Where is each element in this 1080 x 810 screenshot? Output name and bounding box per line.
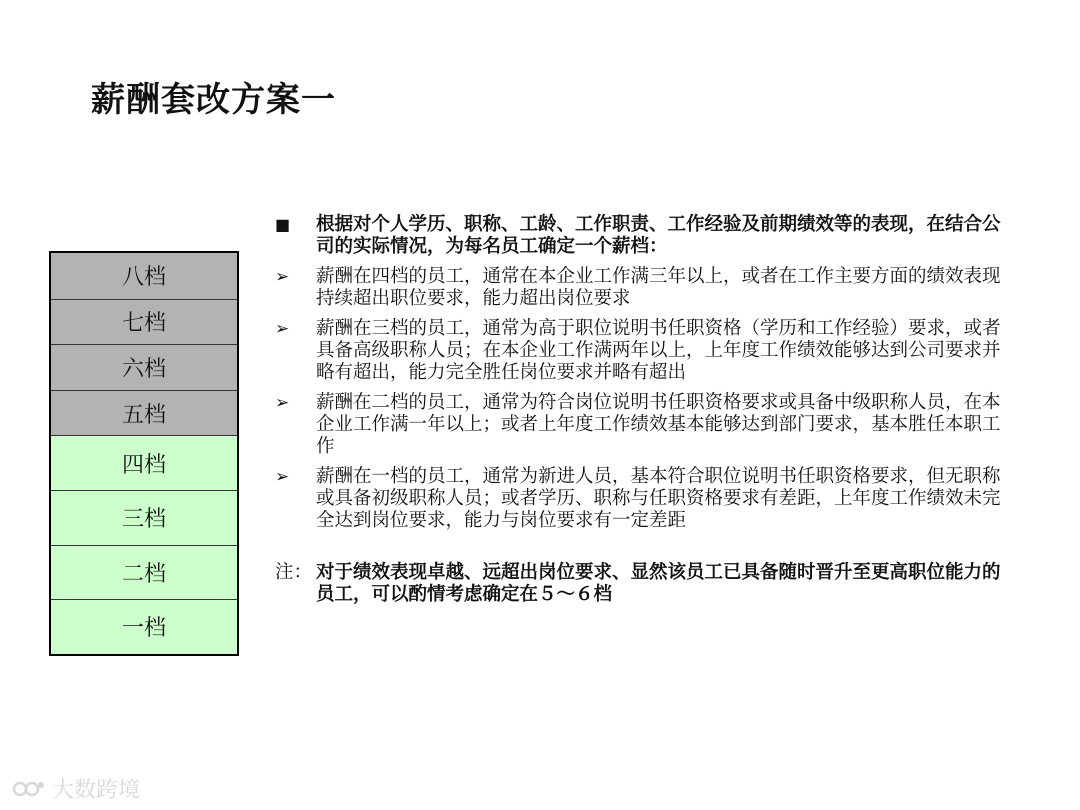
arrow-bullet-icon: ➢: [275, 319, 290, 339]
point-text: 薪酬在二档的员工，通常为符合岗位说明书任职资格要求或具备中级职称人员，在本企业工作满一年以上；或者上年度工作绩效基本能够达到部门要求，基本胜任本职工作: [316, 392, 1001, 457]
tier-1: 一档: [51, 599, 237, 654]
note-item: [275, 562, 1005, 606]
point-tier-2: [275, 392, 1005, 458]
tier-7: 七档: [51, 299, 237, 345]
note-label: 注：: [275, 562, 313, 583]
square-bullet-icon: ■: [275, 215, 291, 234]
note-text: 对于绩效表现卓越、远超出岗位要求、显然该员工已具备随时晋升至更高职位能力的员工，可以酌情考虑确定在５～６档: [316, 562, 1001, 605]
arrow-bullet-icon: ➢: [275, 267, 290, 287]
intro-text: 根据对个人学历、职称、工龄、工作职责、工作经验及前期绩效等的表现，在结合公司的实际情况，为每名员工确定一个薪档：: [316, 214, 1001, 257]
point-text: 薪酬在一档的员工，通常为新进人员，基本符合职位说明书任职资格要求，但无职称或具备初级职称人员；或者学历、职称与任职资格要求有差距，上年度工作绩效未完全达到岗位要求，能力与岗位要求有一定差距: [316, 466, 1001, 531]
arrow-bullet-icon: ➢: [275, 467, 290, 487]
logo-icon: [12, 778, 46, 800]
tier-4: 四档: [51, 435, 237, 490]
slide-title: 薪酬套改方案一: [91, 80, 336, 120]
description-text-block: [275, 214, 1005, 614]
tier-3: 三档: [51, 490, 237, 545]
watermark-text: 大数跨境: [52, 778, 141, 803]
tier-6: 六档: [51, 344, 237, 390]
tier-8: 八档: [51, 253, 237, 299]
tier-5: 五档: [51, 390, 237, 436]
point-text: 薪酬在四档的员工，通常在本企业工作满三年以上，或者在工作主要方面的绩效表现持续超出职位要求，能力超出岗位要求: [316, 266, 1001, 309]
salary-tier-table: [49, 251, 239, 656]
point-tier-3: [275, 318, 1005, 384]
watermark: [12, 773, 140, 804]
point-tier-1: [275, 466, 1005, 532]
point-tier-4: [275, 266, 1005, 310]
tier-2: 二档: [51, 545, 237, 600]
point-text: 薪酬在三档的员工，通常为高于职位说明书任职资格（学历和工作经验）要求，或者具备高级职称人员；在本企业工作满两年以上，上年度工作绩效能够达到公司要求并略有超出，能力完全胜任岗位要求并略有超出: [316, 318, 1001, 383]
arrow-bullet-icon: ➢: [275, 393, 290, 413]
intro-item: [275, 214, 1005, 258]
